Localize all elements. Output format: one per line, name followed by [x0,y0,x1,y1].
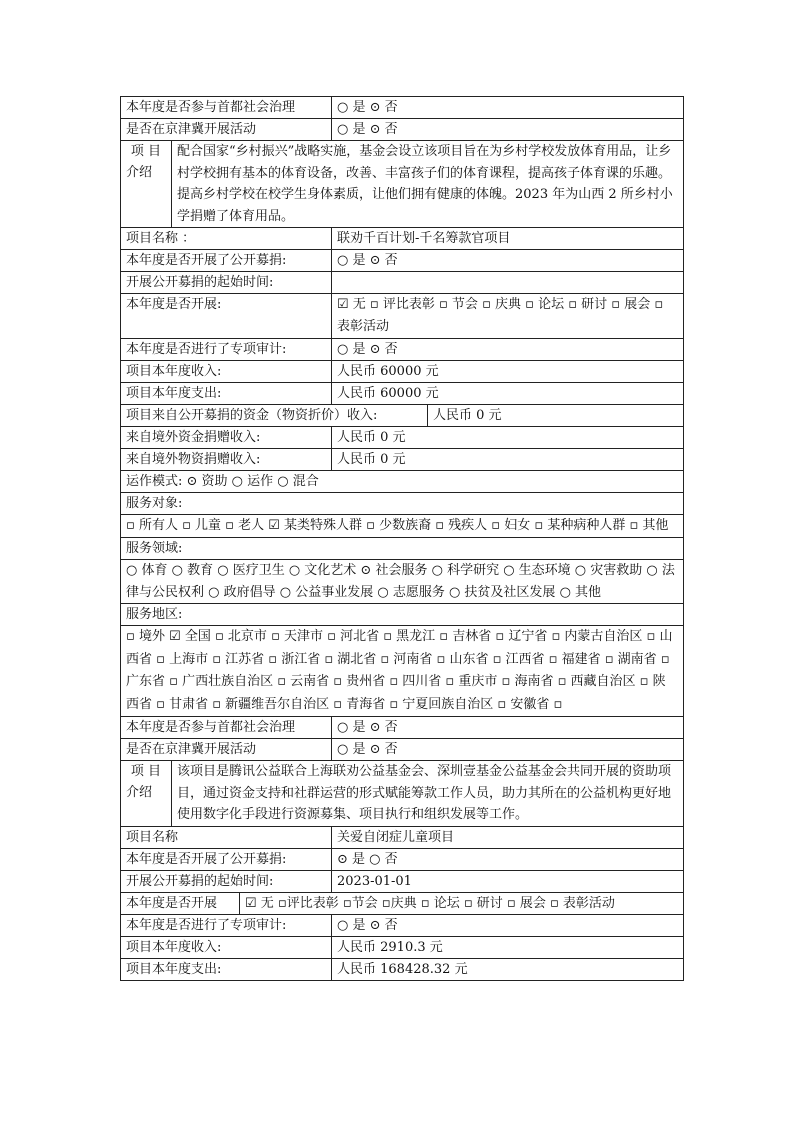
section-label: 服务对象: [121,493,684,515]
table-row [121,717,684,739]
radio-group-capital-governance[interactable]: ○ 是 ⊙ 否 [332,717,684,739]
table-row [121,538,684,560]
checkbox-group-service-region[interactable]: ▫ 境外 ☑ 全国 ▫ 北京市 ▫ 天津市 ▫ 河北省 ▫ 黑龙江 ▫ 吉林省 ▫ 辽宁省 ▫ 内蒙古自治区 ▫ 山西省 ▫ 上海市 ▫ 江苏省 ▫ 浙江省 ▫ 湖北省 ▫ 河南省 ▫ 山东省 ▫ 江西省 ▫ 福建省 ▫ 湖南省 ▫ 广东省 ▫ 广西壮族自治区 ▫ 云南省 ▫ 贵州省 ▫ 四川省 ▫ 重庆市 ▫ 海南省 ▫ 西藏自治区 ▫ 陕西省 ▫ 甘肃省 ▫ 新疆维吾尔自治区 ▫ 青海省 ▫ 宁夏回族自治区 ▫ 安徽省 ▫ [121,626,684,717]
table-row [121,914,684,936]
row-label: 项目名称 ： [121,228,332,250]
row-label: 项目本年度收入: [121,361,332,383]
radio-group-operation-mode[interactable]: 运作模式: ⊙ 资助 ○ 运作 ○ 混合 [121,471,684,493]
table-row [121,361,684,383]
project-name-value: 联劝千百计划-千名筹款官项目 [332,228,684,250]
row-label: 本年度是否开展: [121,294,332,339]
radio-group-jjj-activity[interactable]: ○ 是 ⊙ 否 [332,119,684,141]
row-label: 项目本年度支出: [121,958,332,980]
row-label: 是否在京津冀开展活动 [121,119,332,141]
intro-label: 项 目 介绍 [121,761,172,826]
row-label: 项目名称 [121,826,332,848]
table-row [121,892,684,914]
table-row [121,739,684,761]
project-intro-text: 配合国家“乡村振兴”战略实施，基金会设立该项目旨在为乡村学校发放体育用品，让乡村学校拥有基本的体育设备，改善、丰富孩子们的体育课程，提高孩子体育课的乐趣。提高乡村学校在校学生身体素质，让他们拥有健康的体魄。2023 年为山西 2 所乡村小学捐赠了体育用品。 [177,144,673,224]
row-label: 项目本年度支出: [121,383,332,405]
table-row [121,826,684,848]
radio-group-special-audit[interactable]: ○ 是 ⊙ 否 [332,914,684,936]
table-row [121,405,684,427]
table-row [121,250,684,272]
project-name-value: 关爱自闭症儿童项目 [332,826,684,848]
row-label: 来自境外资金捐赠收入: [121,427,332,449]
project-info-table [120,96,684,981]
income-value: 人民币 60000 元 [332,361,684,383]
overseas-fund-value: 人民币 0 元 [332,427,684,449]
table-row [121,119,684,141]
table-row [121,493,684,515]
table-row [121,848,684,870]
public-fund-value: 人民币 0 元 [433,408,502,423]
row-label: 来自境外物资捐赠收入: [121,449,332,471]
radio-group-capital-governance[interactable]: ○ 是 ⊙ 否 [332,97,684,119]
table-row [121,936,684,958]
row-label: 项目本年度收入: [121,936,332,958]
table-row [121,626,684,717]
row-label: 开展公开募捐的起始时间: [121,870,332,892]
row-label: 本年度是否参与首都社会治理 [121,717,332,739]
section-label: 服务地区: [121,604,684,626]
row-label: 开展公开募捐的起始时间: [121,272,332,294]
overseas-goods-value: 人民币 0 元 [332,449,684,471]
radio-group-public-fundraising[interactable]: ○ 是 ⊙ 否 [332,250,684,272]
fundraising-start-date[interactable] [332,272,684,294]
row-label: 本年度是否开展 [121,893,240,914]
table-row [121,471,684,493]
checkbox-group-activities[interactable]: ☑ 无 ▫评比表彰 ▫节会 ▫庆典 ▫ 论坛 ▫ 研讨 ▫ 展会 ▫ 表彰活动 [245,895,615,911]
radio-group-special-audit[interactable]: ○ 是 ⊙ 否 [332,339,684,361]
expense-value: 人民币 60000 元 [332,383,684,405]
radio-group-service-field[interactable]: ○ 体育 ○ 教育 ○ 医疗卫生 ○ 文化艺术 ⊙ 社会服务 ○ 科学研究 ○ 生态环境 ○ 灾害救助 ○ 法律与公民权利 ○ 政府倡导 ○ 公益事业发展 ○ 志愿服务 ○ 扶贫及社区发展 ○ 其他 [121,560,684,604]
table-row [121,97,684,119]
table-row [121,272,684,294]
row-label: 本年度是否开展了公开募捐: [121,250,332,272]
table-row [121,958,684,980]
income-value: 人民币 2910.3 元 [332,936,684,958]
project-intro-text: 该项目是腾讯公益联合上海联劝公益基金会、深圳壹基金公益基金会共同开展的资助项目，通过资金支持和社群运营的形式赋能筹款工作人员，助力其所在的公益机构更好地使用数字化手段进行资源募集、项目执行和组织发展等工作。 [177,764,672,822]
table-row [121,515,684,538]
table-row [121,228,684,250]
radio-group-jjj-activity[interactable]: ○ 是 ⊙ 否 [332,739,684,761]
row-label: 项目来自公开募捐的资金（物资折价）收入: [121,405,428,426]
fundraising-start-date[interactable]: 2023-01-01 [332,870,684,892]
row-label: 本年度是否进行了专项审计: [121,339,332,361]
table-row [121,761,684,827]
checkbox-group-activities[interactable]: ☑ 无 ▫ 评比表彰 ▫ 节会 ▫ 庆典 ▫ 论坛 ▫ 研讨 ▫ 展会 ▫ 表彰活动 [332,294,684,339]
table-row [121,383,684,405]
row-label: 本年度是否开展了公开募捐: [121,848,332,870]
table-row [121,339,684,361]
intro-label: 项 目 介绍 [121,141,172,227]
table-row [121,604,684,626]
table-row [121,141,684,228]
section-label: 服务领域: [121,538,684,560]
row-label: 本年度是否参与首都社会治理 [121,97,332,119]
radio-group-public-fundraising[interactable]: ⊙ 是 ○ 否 [332,848,684,870]
expense-value: 人民币 168428.32 元 [332,958,684,980]
table-row [121,294,684,339]
table-row [121,560,684,604]
table-row [121,870,684,892]
row-label: 是否在京津冀开展活动 [121,739,332,761]
table-row [121,449,684,471]
table-row [121,427,684,449]
row-label: 本年度是否进行了专项审计: [121,914,332,936]
project-report-page [120,96,683,981]
checkbox-group-service-target[interactable]: ▫ 所有人 ▫ 儿童 ▫ 老人 ☑ 某类特殊人群 ▫ 少数族裔 ▫ 残疾人 ▫ 妇女 ▫ 某种病种人群 ▫ 其他 [121,515,684,538]
